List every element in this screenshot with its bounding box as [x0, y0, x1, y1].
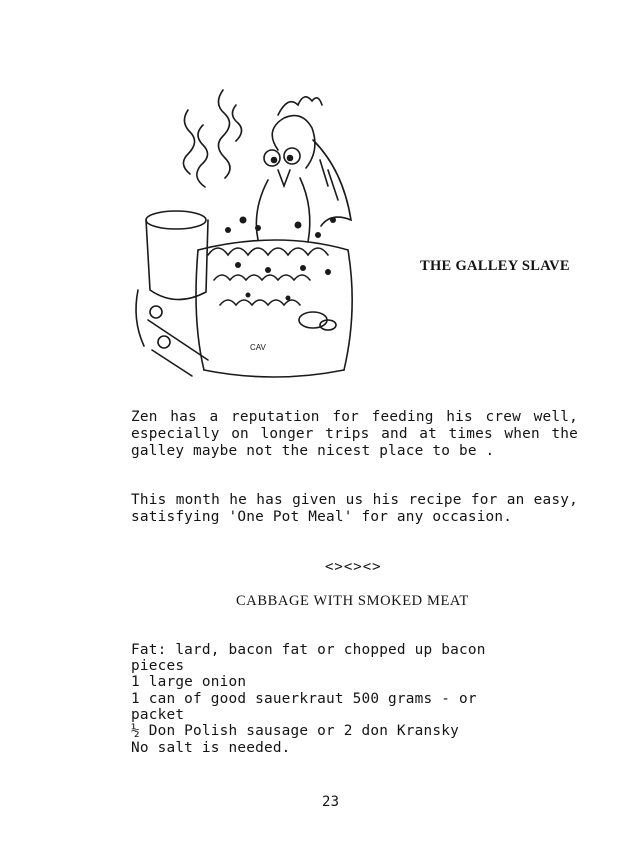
page-number: 23: [322, 794, 340, 810]
ingredient-line: 1 large onion: [131, 674, 247, 690]
galley-slave-illustration: [128, 50, 368, 380]
article-title: THE GALLEY SLAVE: [420, 258, 570, 274]
second-paragraph: This month he has given us his recipe for an easy, satisfying 'One Pot Meal' for any occasion.: [131, 492, 578, 525]
ingredient-line: 1 can of good sauerkraut 500 grams - or: [131, 691, 477, 707]
section-divider: <><><>: [325, 559, 382, 575]
ingredient-line: Fat: lard, bacon fat or chopped up bacon: [131, 642, 486, 658]
recipe-title: CABBAGE WITH SMOKED MEAT: [236, 593, 469, 609]
ingredient-line: packet: [131, 707, 185, 723]
ingredient-line: pieces: [131, 658, 185, 674]
ingredient-line: ½ Don Polish sausage or 2 don Kransky: [131, 723, 459, 739]
intro-paragraph: Zen has a reputation for feeding his crew well, especially on longer trips and at times when the galley maybe not the nicest place to be .: [131, 409, 578, 459]
artist-signature: CAV: [250, 343, 266, 352]
ingredient-line: No salt is needed.: [131, 740, 291, 756]
